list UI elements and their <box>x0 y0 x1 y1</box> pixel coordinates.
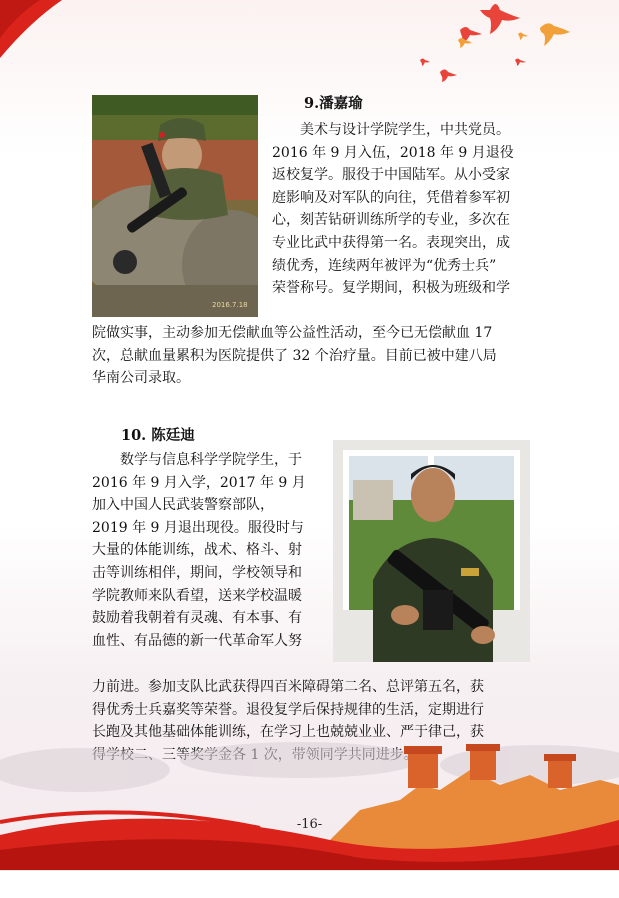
profile-body-beside-photo <box>272 119 514 300</box>
corner-decoration <box>0 0 70 60</box>
text-line: 力前进。参加支队比武获得四百米障碍第二名、总评第五名，获 <box>92 679 484 695</box>
text-line: 大量的体能训练，战术、格斗、射 <box>92 542 302 559</box>
text-line: 返校复学。服役于中国陆军。从小受家 <box>272 167 510 184</box>
viewer-bottom-bar <box>0 870 619 898</box>
text-line: 心，刻苦钻研训练所学的专业，多次在 <box>272 212 510 229</box>
text-line: 学院教师来队看望，送来学校温暖 <box>92 587 302 604</box>
text-line: 荣誉称号。复学期间，积极为班级和学 <box>272 280 510 297</box>
text-line: 华南公司录取。 <box>92 370 190 387</box>
text-line: 得优秀士兵嘉奖等荣誉。退役复学后保持规律的生活，定期进行 <box>92 701 484 718</box>
text-line: 数学与信息科学学院学生，于 <box>120 452 302 468</box>
doves-decoration <box>400 0 619 90</box>
text-line: 2019 年 9 月退出现役。服役时与 <box>92 519 304 536</box>
text-line: 血性、有品德的新一代革命军人努 <box>92 632 302 649</box>
text-line: 次，总献血量累积为医院提供了 32 个治疗量。目前已被中建八局 <box>92 347 497 364</box>
footer-decoration <box>0 730 619 870</box>
text-line: 2016 年 9 月入伍，2018 年 9 月退役 <box>272 144 514 161</box>
text-line: 专业比武中获得第一名。表现突出，成 <box>272 234 510 251</box>
text-line: 绩优秀，连续两年被评为“优秀士兵” <box>272 257 497 274</box>
profile-body-beside-photo <box>92 449 306 652</box>
text-line: 庭影响及对军队的向往，凭借着参军初 <box>272 189 510 206</box>
text-line: 得学校二、三等奖学金各 <box>92 746 246 763</box>
profile-photo-soldier-rifle <box>92 95 258 317</box>
text-line: 鼓励着我朝着有灵魂、有本事、有 <box>92 610 302 627</box>
photo-date-stamp: 2016.7.18 <box>212 301 248 309</box>
profile-title: 9.潘嘉瑜 <box>304 95 363 112</box>
profile-photo-soldier-portrait <box>333 440 530 662</box>
profile-body-below-photo <box>92 322 497 390</box>
text-line: 加入中国人民武装警察部队， <box>92 497 274 514</box>
text-line: 美术与设计学院学生，中共党员。 <box>300 122 510 138</box>
text-line: 院做实事，主动参加无偿献血等公益性活动，至今已无偿献血 17 <box>92 325 493 341</box>
profile-title: 10. 陈廷迪 <box>121 427 195 444</box>
page-number: -16- <box>296 817 323 832</box>
text-line: 2016 年 9 月入学，2017 年 9 月 <box>92 474 306 491</box>
text-line: 击等训练相伴，期间，学校领导和 <box>92 564 302 581</box>
text-line: 长跑及其他基础体能训练，在学习上也兢兢业业、严于律己，获 <box>92 724 484 741</box>
